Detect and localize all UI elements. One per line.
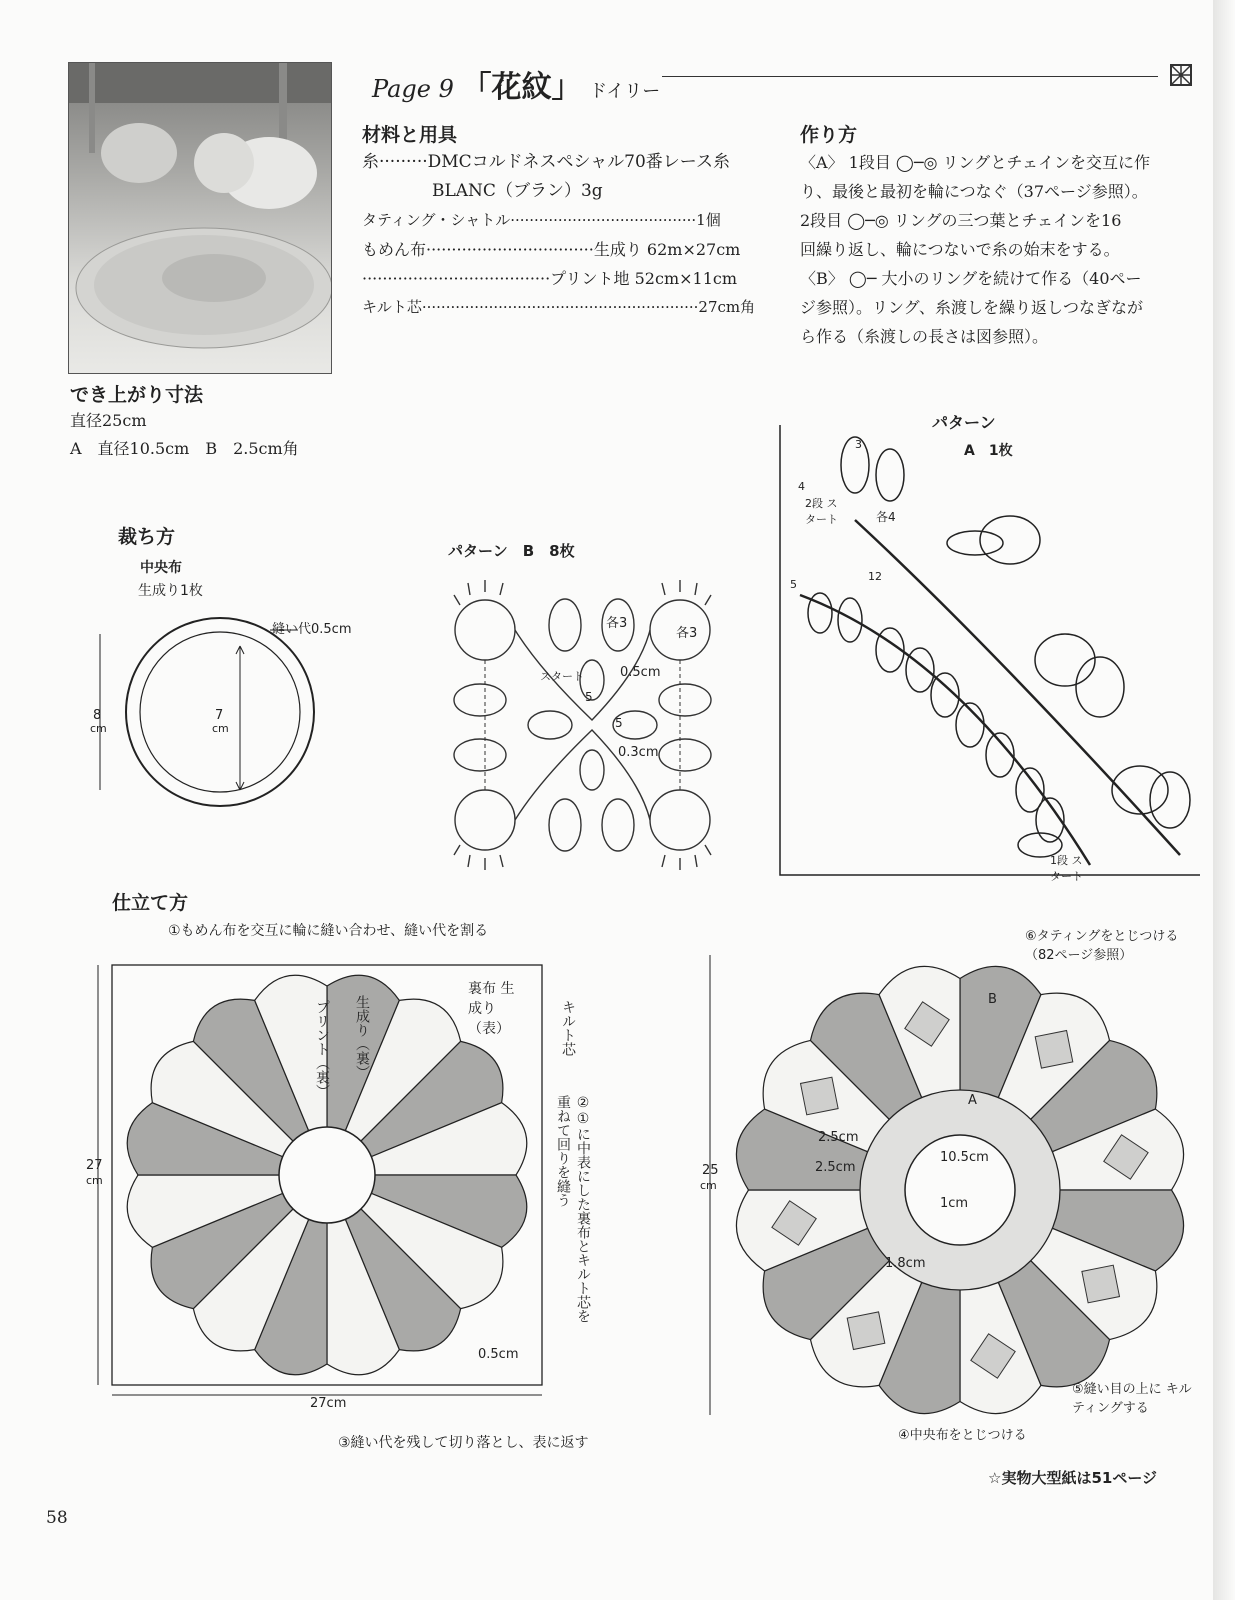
pattern-a-title: パターン: [932, 413, 996, 432]
finished-dim: 1cm: [940, 1196, 969, 1211]
pattern-b-title: パターン B 8枚: [448, 542, 575, 560]
method-line: 〈A〉 1段目 ◯─◎ リングとチェインを交互に作: [800, 153, 1151, 172]
finished-label-a: A: [968, 1093, 977, 1108]
pattern-a-count: 5: [790, 578, 797, 591]
tatting-square: [1082, 1265, 1120, 1303]
finished-step6: ⑥タティングをとじつける （82ページ参照）: [1025, 929, 1179, 963]
finished-doily-diagram: [700, 935, 1200, 1425]
finished-step5: ⑤縫い目の上に キルティングする: [1072, 1382, 1192, 1416]
finished-size-line: A 直径10.5cm B 2.5cm角: [70, 439, 299, 458]
cutting-piece-detail: 生成り1枚: [138, 583, 203, 599]
pattern-a-count: 4: [798, 480, 805, 493]
header-rule: [662, 76, 1158, 77]
assembly-size-h: 27: [86, 1158, 103, 1173]
pattern-a-row2-start: 2段 スタート: [805, 497, 838, 526]
finished-dim: 10.5cm: [940, 1150, 989, 1165]
outer-diameter-unit: cm: [90, 722, 107, 735]
doily-photo: [68, 62, 332, 374]
method-line: ら作る（糸渡しの長さは図参照）。: [800, 327, 1049, 346]
pattern-b-count: 5: [585, 690, 593, 704]
tatting-square: [847, 1312, 885, 1350]
pattern-b-dist: 0.3cm: [618, 745, 659, 760]
assembly-print-label: プリント（裏）: [314, 1000, 330, 1098]
method-text: [800, 148, 1200, 351]
assembly-seam: 0.5cm: [478, 1347, 519, 1362]
pattern-a-count: 12: [868, 570, 882, 583]
materials-line: BLANC（ブラン）3g: [432, 181, 603, 201]
pattern-a-subtitle: A 1枚: [964, 443, 1013, 459]
celtic-knot-icon: [1168, 62, 1194, 88]
assembly-heading: 仕立て方: [112, 892, 189, 914]
pattern-b-each3: 各3: [676, 626, 698, 641]
tatting-square: [801, 1077, 839, 1115]
materials-line: タティング・シャトル·······································1個: [362, 211, 721, 229]
method-line: 〈B〉 ◯─ 大小のリングを続けて作る（40ペー: [800, 269, 1142, 288]
finished-step4: ④中央布をとじつける: [898, 1428, 1027, 1443]
finished-dim: 2.5cm: [815, 1160, 856, 1175]
materials-heading: 材料と用具: [362, 124, 458, 146]
assembly-step3: ③縫い代を残して切り落とし、表に返す: [338, 1435, 589, 1451]
finished-dim: 2.5cm: [818, 1130, 859, 1145]
page-ref: Page 9: [372, 75, 454, 103]
method-line: 回繰り返し、輪につないで糸の始末をする。: [800, 240, 1120, 259]
pattern-b-diagram: [440, 570, 740, 880]
page-number: 58: [46, 1508, 68, 1528]
page-header: [372, 62, 660, 106]
assembly-step2: ②①に中表にした裏布とキルト芯を重ねて回りを縫う: [555, 1095, 591, 1323]
pattern-a-row1-start: 1段 スタート: [1050, 854, 1083, 883]
pattern-b-count: 5: [615, 716, 623, 730]
page-gutter: [1213, 0, 1235, 1600]
method-line: り、最後と最初を輪につなぐ（37ページ参照）。: [800, 182, 1148, 201]
tatting-square: [1035, 1031, 1073, 1069]
seam-label: 縫い代0.5cm: [272, 622, 352, 637]
materials-line: キルト芯··························································27cm角: [362, 298, 756, 316]
pattern-a-diagram: [760, 425, 1205, 880]
finished-dim: 1.8cm: [885, 1256, 926, 1271]
method-line: 2段目 ◯─◎ リングの三つ葉とチェインを16: [800, 211, 1122, 230]
materials-list: [362, 148, 762, 322]
pattern-b-dist: 0.5cm: [620, 665, 661, 680]
assembly-natural-label: 生成り（裏）: [354, 995, 370, 1079]
assembly-step1: ①もめん布を交互に輪に縫い合わせ、縫い代を割る: [168, 923, 489, 939]
finished-unit: cm: [700, 1179, 717, 1192]
cutting-heading: 裁ち方: [118, 526, 176, 548]
pattern-b-each3: 各3: [606, 616, 628, 631]
method-line: ジ参照）。リング、糸渡しを繰り返しつなぎなが: [800, 298, 1144, 317]
cutting-piece-name: 中央布: [140, 560, 182, 576]
inner-diameter-num: 7: [215, 708, 224, 723]
assembly-batting-label: キルト芯: [560, 1000, 576, 1056]
pattern-subtitle: ドイリー: [589, 81, 661, 102]
assembly-size-unit: cm: [86, 1174, 103, 1187]
assembly-size-w: 27cm: [310, 1396, 347, 1411]
finished-size: 25: [702, 1163, 719, 1178]
finished-label-b: B: [988, 992, 997, 1007]
method-heading: 作り方: [800, 124, 858, 146]
materials-line: ·····································プリント地 52cm×11cm: [362, 269, 738, 288]
template-note: ☆実物大型紙は51ページ: [988, 1469, 1158, 1487]
assembly-lining-label: 裏布 生成り（表）: [468, 981, 515, 1037]
materials-line: もめん布·································生成り 62m×27cm: [362, 240, 741, 259]
pattern-a-each4: 各4: [876, 510, 896, 524]
pattern-b-start: スタート: [540, 670, 584, 683]
materials-line: 糸·········DMCコルドネスペシャル70番レース糸: [362, 152, 730, 172]
inner-diameter-unit: cm: [212, 722, 229, 735]
pattern-title: 「花紋」: [461, 70, 582, 105]
finished-size-line: 直径25cm: [70, 411, 147, 430]
outer-diameter-num: 8: [93, 708, 102, 723]
finished-size-heading: でき上がり寸法: [70, 384, 204, 406]
pattern-a-count: 3: [855, 438, 862, 451]
